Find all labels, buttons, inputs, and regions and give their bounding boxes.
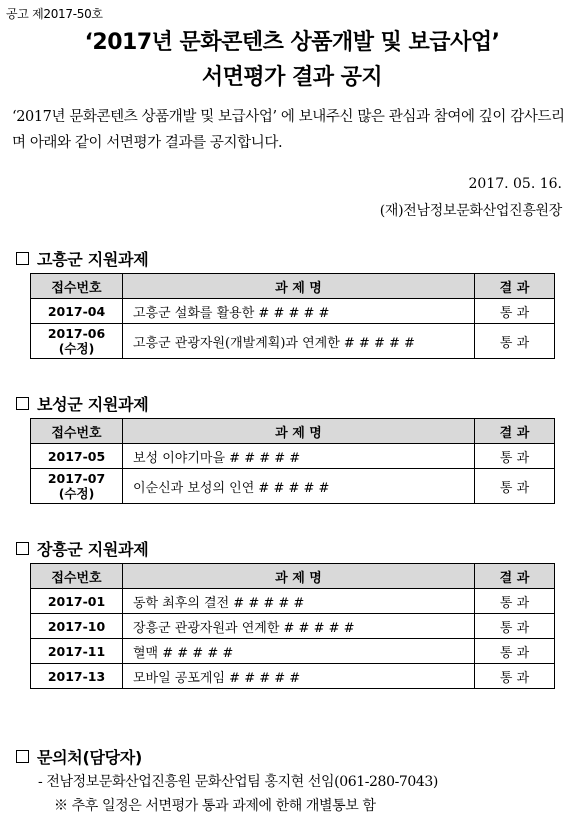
result-table-goheung <box>30 273 555 359</box>
col-header-no: 접수번호 <box>31 419 123 444</box>
table-header-row <box>31 564 555 589</box>
page-title: ‘2017년 문화콘텐츠 상품개발 및 보급사업’ <box>84 30 500 55</box>
row-no <box>31 324 123 359</box>
row-no: 2017-05 <box>31 444 123 469</box>
row-result: 통 과 <box>475 444 555 469</box>
table-header-row <box>31 274 555 299</box>
row-no-id: 2017-07 <box>47 471 106 486</box>
row-no: 2017-01 <box>31 589 123 614</box>
intro-paragraph: ‘2017년 문화콘텐츠 상품개발 및 보급사업’ 에 보내주신 많은 관심과 참여에 깊이 감사드리며 아래와 같이 서면평가 결과를 공지합니다. <box>12 109 565 151</box>
row-result: 통 과 <box>475 324 555 359</box>
row-name: 동학 최후의 결전 # # # # # <box>123 589 475 614</box>
section-heading-label: 장흥군 지원과제 <box>37 540 149 559</box>
col-header-result: 결 과 <box>475 274 555 299</box>
section-heading-boseong <box>16 392 148 415</box>
col-header-result: 결 과 <box>475 419 555 444</box>
section-heading-label: 문의처(담당자) <box>37 748 142 767</box>
col-header-name: 과 제 명 <box>123 274 475 299</box>
table-row <box>31 589 555 614</box>
remark-note: ※ 추후 일정은 서면평가 통과 과제에 한해 개별통보 함 <box>54 798 376 814</box>
row-name: 고흥군 설화를 활용한 # # # # # <box>123 299 475 324</box>
checkbox-square-icon <box>16 542 29 555</box>
section-heading-label: 보성군 지원과제 <box>37 395 149 414</box>
row-no-note: (수정) <box>58 486 95 501</box>
row-name: 이순신과 보성의 인연 # # # # # <box>123 469 475 504</box>
row-name: 보성 이야기마을 # # # # # <box>123 444 475 469</box>
row-no: 2017-04 <box>31 299 123 324</box>
table-row <box>31 444 555 469</box>
table-header-row <box>31 419 555 444</box>
row-name: 장흥군 관광자원과 연계한 # # # # # <box>123 614 475 639</box>
col-header-no: 접수번호 <box>31 274 123 299</box>
row-name: 모바일 공포게임 # # # # # <box>123 664 475 689</box>
row-no: 2017-10 <box>31 614 123 639</box>
row-no-note: (수정) <box>58 341 95 356</box>
row-result: 통 과 <box>475 299 555 324</box>
row-result: 통 과 <box>475 614 555 639</box>
notice-date: 2017. 05. 16. <box>468 176 562 192</box>
row-name: 고흥군 관광자원(개발계획)과 연계한 # # # # # <box>123 324 475 359</box>
row-no-id: 2017-06 <box>47 326 106 341</box>
page-subtitle: 서면평가 결과 공지 <box>201 65 383 90</box>
row-result: 통 과 <box>475 639 555 664</box>
checkbox-square-icon <box>16 252 29 265</box>
checkbox-square-icon <box>16 397 29 410</box>
row-no <box>31 469 123 504</box>
row-result: 통 과 <box>475 664 555 689</box>
checkbox-square-icon <box>16 750 29 763</box>
result-table-boseong <box>30 418 555 504</box>
table-row <box>31 664 555 689</box>
section-heading-jangheung <box>16 537 148 560</box>
result-table-jangheung <box>30 563 555 689</box>
table-row <box>31 324 555 359</box>
issuer-org: (재)전남정보문화산업진흥원장 <box>379 203 562 219</box>
row-no: 2017-11 <box>31 639 123 664</box>
notice-number: 공고 제2017-50호 <box>6 7 103 21</box>
col-header-name: 과 제 명 <box>123 419 475 444</box>
col-header-no: 접수번호 <box>31 564 123 589</box>
col-header-result: 결 과 <box>475 564 555 589</box>
row-name: 혈맥 # # # # # <box>123 639 475 664</box>
contact-line: - 전남정보문화산업진흥원 문화산업팀 홍지현 선임(061-280-7043) <box>38 774 438 790</box>
table-row <box>31 639 555 664</box>
row-no: 2017-13 <box>31 664 123 689</box>
section-heading-label: 고흥군 지원과제 <box>37 250 149 269</box>
table-row <box>31 469 555 504</box>
table-row <box>31 299 555 324</box>
row-result: 통 과 <box>475 589 555 614</box>
section-heading-contact <box>16 745 142 768</box>
row-result: 통 과 <box>475 469 555 504</box>
table-row <box>31 614 555 639</box>
section-heading-goheung <box>16 247 148 270</box>
col-header-name: 과 제 명 <box>123 564 475 589</box>
